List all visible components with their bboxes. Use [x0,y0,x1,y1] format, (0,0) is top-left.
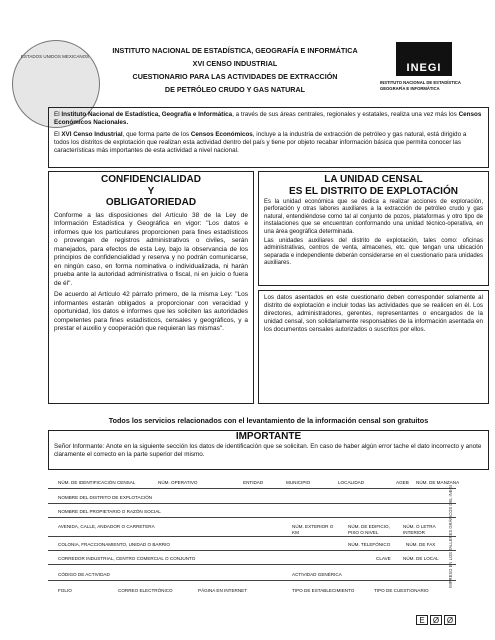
confidentiality-article-42: De acuerdo al Artículo 42 párrafo primero, de la misma Ley: "Los informantes estarán obligados a proporcionar con veracidad y oportunidad, los datos e informes que les soliciten las autoridades competentes para fines estadísticos, censales y geográficos, y a prestar el auxilio y cooperación que requieran las mismas". [54,291,248,332]
important-title: IMPORTANTE [235,431,302,442]
census-name: XVI CENSO INDUSTRIAL [192,59,278,68]
field-nombre-distrito[interactable]: NOMBRE DEL DISTRITO DE EXPLOTACIÓN [58,495,153,500]
field-localidad[interactable]: LOCALIDAD [338,480,365,485]
identification-form [48,478,460,606]
important-instructions: Señor Informante: Anote en la siguiente sección los datos de identificación que se solicitan. En caso de haber algún error tache el dato incorrecto y anote claramente el correcto en la parte superior del mismo. [54,443,482,459]
form-divider [48,564,456,565]
census-unit-auxiliary: Las unidades auxiliares del distrito de explotación, tales como: oficinas administrativas, centros de venta, almacenes, etc. que tengan una ubicación separada e independiente deberán considerarse en el cuestionario para unidades auxiliares. [264,238,483,267]
field-tipo-establecimiento[interactable]: TIPO DE ESTABLECIMIENTO [292,588,355,593]
field-num-telefonico[interactable]: NÚM. TELEFÓNICO [348,542,391,547]
data-responsibility-text: Los datos asentados en este cuestionario deben corresponder solamente al distrito de explotación e incluir todas las actividades que se realicen en él. Los directores, administradores, gerentes, representantes o encargados de la unidad censal, son solidariamente responsables de la información asentada en los documentos censales autorizados o suscritos por ellos. [264,294,483,333]
questionnaire-subtitle: DE PETRÓLEO CRUDO Y GAS NATURAL [164,85,306,94]
questionnaire-title: CUESTIONARIO PARA LAS ACTIVIDADES DE EXTRACCIÓN [132,72,338,81]
field-correo[interactable]: CORREO ELECTRÓNICO [118,588,173,593]
field-num-local[interactable]: NÚM. DE LOCAL [403,556,439,561]
field-avenida[interactable]: AVENIDA, CALLE, ANDADOR O CARRETERA [58,524,155,529]
printer-credit-text: IMPRESO EN LOS TALLERES GRÁFICOS DEL INEGI [447,485,453,588]
field-ageb[interactable]: AGEB [396,480,409,485]
census-unit-definition: Es la unidad económica que se dedica a realizar acciones de exploración, perforación y otras labores auxiliares a la extracción de petróleo crudo y gas natural, entendiéndose como tal al conjunto de pozos, plataformas y otro tipo de instalaciones que se encuentran conformando una unidad técnico-operativa, en una área geográfica determinada. [264,199,483,235]
confidentiality-article-38: Conforme a las disposiciones del Artículo 38 de la Ley de Información Estadística y Geográfica en vigor: "Los datos e informes que los particulares proporcionen para fines estadísticos o provengan de registros administrativos o civiles, serán manejados, para efectos de esta Ley, bajo la observancia de los principios de confidencialidad y reserva y no podrán comunicarse, en ningún caso, en forma nominativa o individualizada, ni harán prueba ante la autoridad administrativa o fiscal, ni en juicio o fuera de él". [54,211,248,287]
field-tipo-cuestionario[interactable]: TIPO DE CUESTIONARIO [374,588,429,593]
census-unit-title: LA UNIDAD CENSAL ES EL DISTRITO DE EXPLOTACIÓN [289,174,458,197]
field-corredor[interactable]: CORREDOR INDUSTRIAL, CENTRO COMERCIAL O CONJUNTO [58,556,196,561]
field-codigo-actividad[interactable]: CÓDIGO DE ACTIVIDAD [58,572,110,577]
code-box-2: Ø [430,615,442,625]
field-num-fax[interactable]: NÚM. DE FAX [406,542,436,547]
field-num-manzana[interactable]: NÚM. DE MANZANA [416,480,460,485]
data-responsibility-box [258,290,489,404]
field-num-edificio[interactable]: NÚM. DE EDIFICIO, PISO O NIVEL [348,524,390,535]
form-divider [48,488,456,489]
form-divider [48,536,456,537]
form-divider [48,580,456,581]
form-divider [48,503,456,504]
field-entidad[interactable]: ENTIDAD [243,480,264,485]
important-box [48,430,489,470]
form-divider [48,550,456,551]
inegi-logo: INEGI [396,42,452,76]
free-services-notice: Todos los servicios relacionados con el levantamiento de la información censal son gratuitos [108,416,429,425]
confidentiality-box [48,171,254,404]
intro-box [48,107,489,168]
field-folio[interactable]: FOLIO [58,588,72,593]
field-num-operativo[interactable]: NÚM. OPERATIVO [158,480,198,485]
confidentiality-title: CONFIDENCIALIDAD Y OBLIGATORIEDAD [101,174,201,208]
census-unit-box [258,171,489,286]
field-actividad-generica[interactable]: ACTIVIDAD GENÉRICA [292,572,342,577]
field-num-identificacion[interactable]: NÚM. DE IDENTIFICACIÓN CENSAL [58,480,136,485]
seal-text: ESTADOS UNIDOS MEXICANOS [20,54,90,59]
field-num-exterior[interactable]: NÚM. EXTERIOR O KM [292,524,334,535]
field-clave[interactable]: CLAVE [376,556,391,561]
inegi-caption-line2: GEOGRAFÍA E INFORMÁTICA [380,85,440,91]
inegi-logo-caption [380,80,480,91]
institute-name: INSTITUTO NACIONAL DE ESTADÍSTICA, GEOGRAFÍA E INFORMÁTICA [112,46,358,55]
intro-paragraph-2: El XVI Censo Industrial, que forma parte de los Censos Económicos, incluye a la industria de extracción de petróleo y gas natural, está dirigido a todos los distritos de explotación que realizan esta actividad dentro del país y tiene por objeto recabar información básica que permita conocer las características más importantes de esta actividad a nivel nacional. [54,130,467,155]
printer-credit [447,470,471,610]
field-num-interior[interactable]: NÚM. O LETRA INTERIOR [403,524,436,535]
field-pagina[interactable]: PÁGINA EN INTERNET [198,588,248,593]
questionnaire-code [416,615,456,625]
mexico-seal-logo [4,40,106,102]
field-municipio[interactable]: MUNICIPIO [286,480,311,485]
code-box-3: Ø [444,615,456,625]
intro-paragraph-1: El Instituto Nacional de Estadística, Geografía e Informática, a través de sus áreas centrales, regionales y estatales, realiza una vez más los Censos Económicos Nacionales. [54,111,482,127]
inegi-caption-line1: INSTITUTO NACIONAL DE ESTADÍSTICA [380,80,461,85]
document-header [100,44,370,96]
field-nombre-propietario[interactable]: NOMBRE DEL PROPIETARIO O RAZÓN SOCIAL [58,509,161,514]
code-box-1: E [416,615,428,625]
form-divider [48,517,456,518]
field-colonia[interactable]: COLONIA, FRACCIONAMIENTO, UNIDAD O BARRIO [58,542,170,547]
